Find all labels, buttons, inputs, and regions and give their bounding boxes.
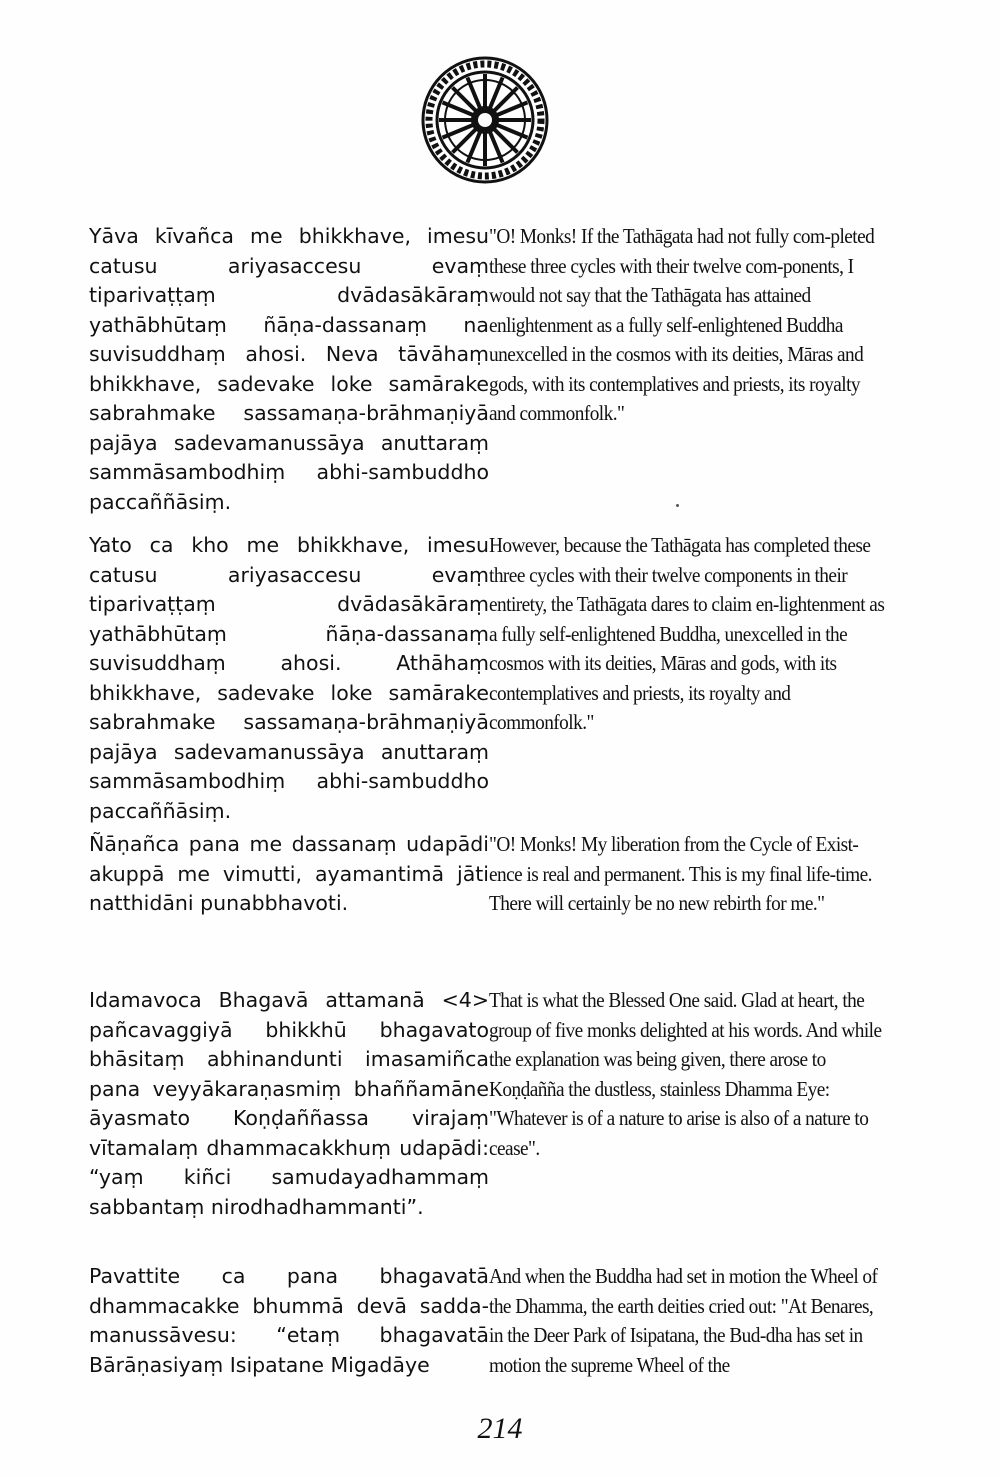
pali-passage-1: Yāva kīvañca me bhikkhave, imesu catusu ariyasaccesu evaṃ tiparivaṭṭaṃ dvādasākāraṃ yathābhūtaṃ ñāṇa-dassanaṃ na suvisuddhaṃ ahosi. Neva tāvāhaṃ bhikkhave, sadevake loke samārake sabrahmake sassamaṇa-brāhmaṇiyā pajāya sadevamanussāya anuttaraṃ sammāsambodhiṃ abhi-sambuddho paccaññāsiṃ. — [89, 224, 489, 514]
english-passage-3: "O! Monks! My liberation from the Cycle of Exist-ence is real and permanent. This is my final life-time. There will certainly be no new rebirth for me." — [489, 832, 872, 915]
pali-passage-3: Ñāṇañca pana me dassanaṃ udapādi akuppā me vimutti, ayamantimā jāti natthidāni punabbhavoti. — [89, 832, 489, 915]
pali-passage-5: Pavattite ca pana bhagavatā dhammacakke bhummā devā sadda-manussāvesu: “etaṃ bhagavatā Bārāṇasiyaṃ Isipatane Migadāye — [89, 1264, 489, 1377]
english-passage-1: "O! Monks! If the Tathāgata had not fully com-pleted these three cycles with their twelve com-ponents, I would not say that the Tathāgata has attained enlightenment as a fully self-enlightened Buddha unexcelled in the cosmos with its deities, Māras and gods, with its contemplatives and priests, its royalty and commonfolk." — [489, 224, 875, 425]
english-passage-4: That is what the Blessed One said. Glad at heart, the group of five monks delighted at his words. And while the explanation was being given, there arose to Koṇḍañña the dustless, stainless Dhamma Eye: "Whatever is of a nature to arise is also of a nature to cease". — [489, 988, 882, 1160]
english-passage-5: And when the Buddha had set in motion the Wheel of the Dhamma, the earth deities cried out: "At Benares, in the Deer Park of Isipatana, the Bud-dha has set in motion the supreme Wheel of the — [489, 1264, 878, 1377]
dhamma-wheel-icon — [420, 55, 550, 185]
scan-speck — [676, 504, 679, 507]
english-passage-2: However, because the Tathāgata has completed these three cycles with their twelve components in their entirety, the Tathāgata dares to claim en-lightenment as a fully self-enlightened Buddha, unexcelled in the cosmos with its deities, Māras and gods, with its contemplatives and priests, its royalty and commonfolk." — [489, 533, 885, 734]
pali-passage-4: Idamavoca Bhagavā attamanā <4> pañcavaggiyā bhikkhū bhagavato bhāsitaṃ abhinandunti imasamiñca pana veyyākaraṇasmiṃ bhaññamāne āyasmato Koṇḍaññassa virajaṃ vītamalaṃ dhammacakkhuṃ udapādi: “yaṃ kiñci samudayadhammaṃ sabbantaṃ nirodhadhammanti”. — [89, 988, 489, 1219]
pali-passage-2: Yato ca kho me bhikkhave, imesu catusu ariyasaccesu evaṃ tiparivaṭṭaṃ dvādasākāraṃ yathābhūtaṃ ñāṇa-dassanaṃ suvisuddhaṃ ahosi. Athāhaṃ bhikkhave, sadevake loke samārake sabrahmake sassamaṇa-brāhmaṇiyā pajāya sadevamanussāya anuttaraṃ sammāsambodhiṃ abhi-sambuddho paccaññāsiṃ. — [89, 533, 489, 823]
page-number: 214 — [477, 1412, 523, 1445]
